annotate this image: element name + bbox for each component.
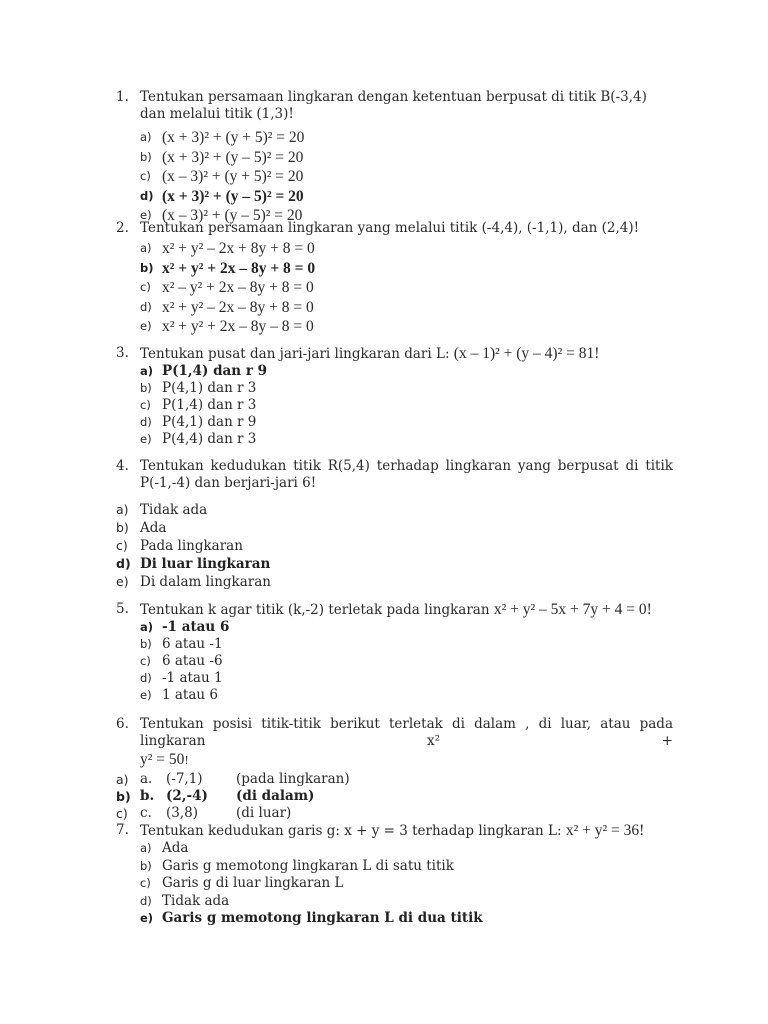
option-letter: b) <box>140 381 152 395</box>
option-text: Di luar lingkaran <box>140 556 271 572</box>
option-letter: b) <box>140 637 152 651</box>
option-sub-letter: b. <box>140 788 155 804</box>
option-text: Garis g memotong lingkaran L di satu titik <box>162 857 454 874</box>
option-text: Ada <box>140 520 167 536</box>
option-text: Tidak ada <box>140 502 208 518</box>
option-c <box>0 875 768 893</box>
option-text: P(4,4) dan r 3 <box>162 431 257 447</box>
option-a-correct <box>0 619 768 636</box>
option-a <box>0 239 768 259</box>
option-letter: c) <box>116 538 128 553</box>
option-text: (x – 3)² + (y + 5)² = 20 <box>162 168 304 185</box>
option-letter: d) <box>116 556 131 571</box>
option-text: Di dalam lingkaran <box>140 574 271 590</box>
option-d <box>0 298 768 318</box>
option-letter: b) <box>116 789 131 804</box>
option-text: x² + y² – 2x – 8y + 8 = 0 <box>162 298 314 316</box>
option-text: x² – y² + 2x – 8y + 8 = 0 <box>162 279 314 296</box>
question-6 <box>0 716 768 822</box>
option-text: Garis g di luar lingkaran L <box>162 875 344 891</box>
option-text: P(4,1) dan r 3 <box>162 380 257 396</box>
option-letter: e) <box>140 319 152 333</box>
option-text: x² + y² + 2x – 8y + 8 = 0 <box>162 259 316 277</box>
option-a <box>0 840 768 858</box>
option-letter: a) <box>140 364 154 378</box>
question-number: 5. <box>116 601 129 617</box>
option-text: -1 atau 1 <box>162 670 223 686</box>
option-letter: a) <box>140 130 152 144</box>
option-text: -1 atau 6 <box>162 619 230 635</box>
option-letter: d) <box>140 188 154 203</box>
option-c <box>0 653 768 670</box>
option-letter: c) <box>140 398 151 412</box>
option-b <box>0 380 768 397</box>
option-text: 6 atau -1 <box>162 636 223 652</box>
question-1 <box>0 89 768 226</box>
question-text: Tentukan pusat dan jari-jari lingkaran dari L: <box>140 346 454 362</box>
option-e <box>0 317 768 337</box>
question-math: y² = 50 <box>140 751 185 768</box>
question-math: x² + y² = 36! <box>565 822 645 839</box>
option-c <box>0 167 768 187</box>
option-e <box>0 431 768 448</box>
option-text: x² + y² + 2x – 8y – 8 = 0 <box>162 318 314 335</box>
option-text: 6 atau -6 <box>162 653 223 669</box>
question-number: 1. <box>116 89 129 105</box>
option-b <box>0 636 768 653</box>
question-2 <box>0 220 768 337</box>
option-text: x² + y² – 2x + 8y + 8 = 0 <box>162 240 315 257</box>
question-text-tail: ! <box>184 754 189 767</box>
option-letter: d) <box>140 893 152 908</box>
option-letter: e) <box>140 432 152 446</box>
option-text: (x – 3)² + (y – 5)² = 20 <box>162 207 303 224</box>
question-number: 2. <box>116 220 129 236</box>
option-letter: b) <box>116 520 129 535</box>
option-a <box>0 128 768 148</box>
option-text: 1 atau 6 <box>162 687 218 703</box>
question-text: Tentukan persamaan lingkaran dengan ketentuan berpusat di titik B(-3,4) dan melalui titik (1,3)! <box>140 89 647 122</box>
option-c <box>0 397 768 414</box>
option-d <box>0 893 768 911</box>
question-number: 6. <box>116 716 129 732</box>
option-letter: c) <box>140 169 151 183</box>
option-b <box>0 148 768 168</box>
option-letter: a) <box>116 502 129 517</box>
option-d <box>0 670 768 687</box>
option-text: (x + 3)² + (y – 5)² = 20 <box>162 148 304 166</box>
option-text: (x + 3)² + (y + 5)² = 20 <box>162 129 305 146</box>
option-letter: a) <box>140 841 152 855</box>
question-7 <box>0 822 768 928</box>
option-letter: e) <box>116 574 129 589</box>
question-4 <box>0 458 768 591</box>
question-number: 4. <box>116 458 129 474</box>
option-letter: c) <box>116 806 128 821</box>
option-d-correct <box>0 555 768 573</box>
option-a <box>0 771 768 788</box>
option-letter: a) <box>140 620 154 634</box>
option-sub-letter: c. <box>140 805 152 821</box>
option-b <box>0 858 768 876</box>
option-text: Pada lingkaran <box>140 538 243 554</box>
option-answer: (di luar) <box>236 805 292 821</box>
option-letter: c) <box>140 876 151 890</box>
option-letter: b) <box>140 149 152 164</box>
option-letter: d) <box>140 299 152 314</box>
option-letter: e) <box>140 208 152 222</box>
option-e-correct <box>0 910 768 928</box>
option-a-correct <box>0 363 768 380</box>
option-text: Tidak ada <box>162 892 230 909</box>
option-e <box>0 573 768 591</box>
option-b-correct <box>0 788 768 805</box>
option-b <box>0 519 768 537</box>
option-e <box>0 687 768 704</box>
question-math: (x – 1)² + (y – 4)² = 81! <box>453 345 600 362</box>
question-text: Tentukan kedudukan garis g: x + y = 3 terhadap lingkaran L: <box>140 823 566 839</box>
option-d <box>0 414 768 431</box>
option-text: Garis g memotong lingkaran L di dua titik <box>162 910 483 926</box>
question-text: Tentukan posisi titik-titik berikut terletak di dalam , di luar, atau pada lingkaran x² + <box>140 716 673 749</box>
option-letter: d) <box>140 415 152 429</box>
option-letter: b) <box>140 260 154 275</box>
option-answer: (di dalam) <box>236 788 315 804</box>
question-number: 7. <box>116 822 129 838</box>
option-letter: d) <box>140 671 152 685</box>
option-letter: b) <box>140 858 152 873</box>
option-text: Ada <box>162 840 189 856</box>
question-text: Tentukan k agar titik (k,-2) terletak pada lingkaran <box>140 602 494 618</box>
option-text: P(1,4) dan r 3 <box>162 397 257 413</box>
option-letter: c) <box>140 280 151 294</box>
option-answer: (pada lingkaran) <box>236 771 350 787</box>
option-c <box>0 537 768 555</box>
question-text: Tentukan kedudukan titik R(5,4) terhadap lingkaran yang berpusat di titik P(-1,-4) dan berjari-jari 6! <box>140 458 673 491</box>
question-text: Tentukan persamaan lingkaran yang melalui titik (-4,4), (-1,1), dan (2,4)! <box>140 220 640 236</box>
option-point: (-7,1) <box>166 771 203 787</box>
option-letter: e) <box>140 911 154 925</box>
option-c <box>0 278 768 298</box>
question-3 <box>0 345 768 448</box>
option-text: P(4,1) dan r 9 <box>162 414 257 430</box>
option-d-correct <box>0 187 768 207</box>
option-text: P(1,4) dan r 9 <box>162 363 268 379</box>
option-point: (2,-4) <box>166 788 208 804</box>
question-math: x² + y² – 5x + 7y + 4 = 0! <box>493 601 652 618</box>
option-sub-letter: a. <box>140 771 153 787</box>
option-a <box>0 501 768 519</box>
option-c <box>0 805 768 822</box>
question-number: 3. <box>116 345 129 361</box>
option-b-correct <box>0 259 768 279</box>
option-letter: a) <box>140 241 152 255</box>
option-letter: c) <box>140 654 151 668</box>
option-letter: a) <box>116 772 129 787</box>
option-text: (x + 3)² + (y – 5)² = 20 <box>162 187 304 205</box>
option-point: (3,8) <box>166 805 199 821</box>
question-5 <box>0 601 768 704</box>
option-letter: e) <box>140 688 152 702</box>
